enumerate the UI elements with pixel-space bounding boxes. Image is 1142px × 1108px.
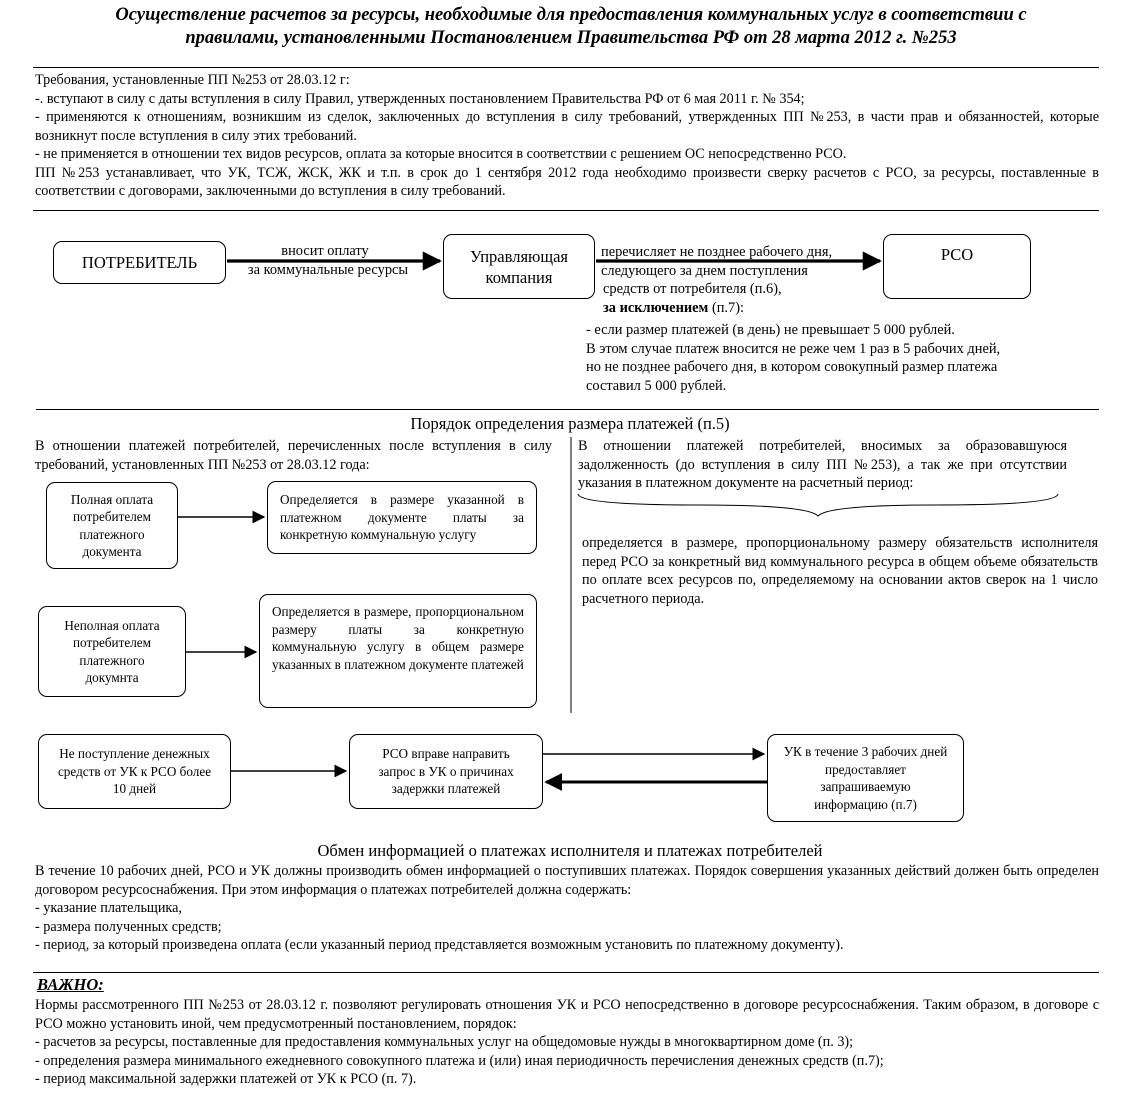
pay-label-line-2: за коммунальные ресурсы bbox=[247, 261, 409, 278]
pay-label bbox=[230, 242, 442, 279]
exception-ref: (п.7): bbox=[708, 299, 745, 316]
page-title-line-2: правилами, установленными Постановлением Правительства РФ от 28 марта 2012 г. №253 bbox=[185, 28, 957, 48]
rso-request-label: РСО вправе направить запрос в УК о причинах задержки платежей bbox=[378, 746, 514, 797]
important-text: Нормы рассмотренного ПП №253 от 28.03.12 г. позволяют регулировать отношения УК и РСО непосредственно в договоре ресурсоснабжения. Таким образом, в договоре с РСО можно установить иной, чем предусмотренный постановлением, порядок: bbox=[35, 997, 1099, 1032]
consumer-box bbox=[53, 241, 226, 284]
full-result-label: Определяется в размере указанной в платежном документе платы за конкретную коммунальную услугу bbox=[280, 492, 524, 542]
exception-line-1: - если размер платежей (в день) не превышает 5 000 рублей. bbox=[586, 322, 955, 338]
divider bbox=[36, 409, 1099, 410]
page-title-line-1: Осуществление расчетов за ресурсы, необходимые для предоставления коммунальных услуг в соответствии с bbox=[115, 5, 1027, 25]
exception-line-4: составил 5 000 рублей. bbox=[586, 377, 727, 394]
exception-details bbox=[586, 321, 1086, 395]
rso-box bbox=[883, 234, 1031, 299]
page-title bbox=[20, 4, 1122, 50]
uk-response-box bbox=[767, 734, 964, 822]
consumer-label: ПОТРЕБИТЕЛЬ bbox=[81, 253, 198, 272]
requirements-intro: Требования, установленные ПП №253 от 28.03.12 г: bbox=[35, 72, 350, 88]
requirements-note: ПП №253 устанавливает, что УК, ТСЖ, ЖСК, ЖК и т.п. в срок до 1 сентября 2012 года необходимо произвести сверку расчетов с РСО, за ресурсы, поставленные в соответствии с договорами, заключенными до вступления в силу требований. bbox=[35, 164, 1099, 199]
exception-title bbox=[597, 299, 887, 318]
uk-response-label: УК в течение 3 рабочих дней предоставляет запрашиваемую информацию (п.7) bbox=[783, 744, 948, 812]
payment-order-heading: Порядок определения размера платежей (п.5) bbox=[410, 414, 730, 433]
partial-result-box bbox=[259, 594, 537, 708]
full-payment-label: Полная оплата потребителем платежного документа bbox=[70, 491, 154, 559]
no-payment-label: Не поступление денежных средств от УК к РСО более 10 дней bbox=[57, 746, 212, 797]
exchange-item: - период, за который произведена оплата (если указанный период представляется возможным установить по платежному документу). bbox=[35, 937, 844, 953]
exception-line-3: но не позднее рабочего дня, в котором совокупный размер платежа bbox=[586, 359, 998, 375]
management-company-box bbox=[443, 234, 595, 299]
exchange-block bbox=[35, 862, 1099, 955]
important-item: - период максимальной задержки платежей от УК к РСО (п. 7). bbox=[35, 1071, 417, 1087]
exchange-item: - размера полученных средств; bbox=[35, 918, 222, 935]
transfer-line-1: перечисляет не позднее рабочего дня, bbox=[601, 244, 833, 260]
brace bbox=[578, 494, 1058, 516]
exchange-text: В течение 10 рабочих дней, РСО и УК должны производить обмен информацией о поступивших платежах. Порядок совершения указанных действий должен быть определен договором ресурсоснабжения. При этом информация о платежах потребителей должна содержать: bbox=[35, 863, 1099, 898]
rso-request-box bbox=[349, 734, 543, 809]
exchange-heading: Обмен информацией о платежах исполнителя и платежах потребителей bbox=[317, 841, 823, 860]
no-payment-box bbox=[38, 734, 231, 809]
divider bbox=[33, 210, 1099, 211]
left-intro: В отношении платежей потребителей, перечисленных после вступления в силу требований, установленных ПП №253 от 28.03.12 года: bbox=[35, 438, 552, 473]
requirement-item: - применяются к отношениям, возникшим из сделок, заключенных до вступления в силу требований, утвержденных ПП №253, в части прав и обязанностей, которые возникнут после вступления в силу этих требований. bbox=[35, 109, 1099, 144]
important-block bbox=[35, 996, 1099, 1089]
rso-label: РСО bbox=[940, 245, 974, 264]
full-payment-box bbox=[46, 482, 178, 569]
company-label-line-2: компания bbox=[485, 267, 553, 287]
transfer-label bbox=[597, 243, 887, 317]
requirements-block bbox=[35, 71, 1099, 201]
pay-label-line-1: вносит оплату bbox=[281, 243, 369, 259]
full-result-box bbox=[267, 481, 537, 554]
right-result: определяется в размере, пропорциональному размеру обязательств исполнителя перед РСО за конкретный вид коммунального ресурса в общем объеме обязательств по оплате всех ресурсов по, определяемому на основании актов сверок на 1 число расчетного периода. bbox=[582, 535, 1098, 607]
requirement-item: -. вступают в силу с даты вступления в силу Правил, утвержденных постановлением Правительства РФ от 6 мая 2011 г. № 354; bbox=[35, 90, 805, 107]
exception-line-2: В этом случае платеж вносится не реже чем 1 раз в 5 рабочих дней, bbox=[586, 340, 1001, 357]
transfer-line-2: следующего за днем поступления bbox=[601, 262, 808, 279]
partial-result-label: Определяется в размере, пропорциональном размеру платы за конкретную коммунальную услугу в общем размере указанных в платежном документе платежей bbox=[272, 604, 524, 672]
exception-bold: за исключением bbox=[603, 299, 709, 316]
divider bbox=[33, 972, 1099, 973]
company-label-line-1: Управляющая bbox=[470, 246, 568, 266]
requirement-item: - не применяется в отношении тех видов ресурсов, оплата за которые вносится в соответствии с решением ОС непосредственно РСО. bbox=[35, 146, 847, 162]
partial-payment-box bbox=[38, 606, 186, 697]
divider bbox=[33, 67, 1099, 68]
right-intro: В отношении платежей потребителей, вносимых за образовавшуюся задолженность (до вступления в силу ПП №253), а так же при отсутствии указания в платежном документе на расчетный период: bbox=[578, 438, 1067, 491]
important-item: - определения размера минимального ежедневного совокупного платежа и (или) иная периодичность перечисления денежных средств (п.7); bbox=[35, 1052, 884, 1069]
important-label: ВАЖНО: bbox=[37, 975, 104, 994]
exchange-item: - указание плательщика, bbox=[35, 900, 182, 916]
important-item: - расчетов за ресурсы, поставленные для предоставления коммунальных услуг на общедомовые нужды в многоквартирном доме (п. 3); bbox=[35, 1034, 854, 1050]
partial-payment-label: Неполная оплата потребителем платежного докумнта bbox=[64, 617, 160, 685]
transfer-line-3: средств от потребителя (п.6), bbox=[603, 281, 782, 297]
